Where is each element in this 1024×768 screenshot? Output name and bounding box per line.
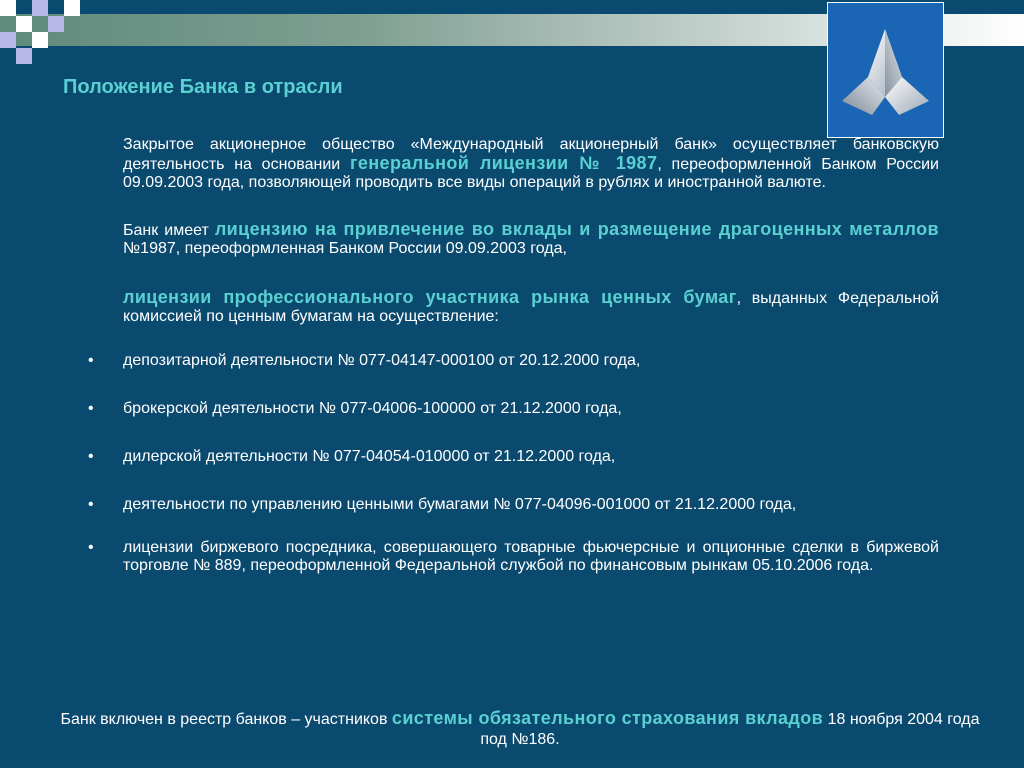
paragraph-text: , переоформленной Банком России 09.09.2003 года, позволяющей проводить все виды операций в рублях и иностранной валюте.: [123, 156, 939, 191]
footer-text: Банк включен в реестр банков – участников: [60, 711, 392, 728]
bullet-icon: •: [88, 539, 94, 556]
list-item-text: деятельности по управлению ценными бумагами № 077-04096-001000 от 21.12.2000 года,: [123, 496, 797, 513]
list-item: [88, 496, 939, 514]
list-item-text: дилерской деятельности № 077-04054-010000 от 21.12.2000 года,: [123, 448, 616, 465]
bullet-icon: •: [88, 352, 94, 369]
list-item-text: депозитарной деятельности № 077-04147-000100 от 20.12.2000 года,: [123, 352, 641, 369]
paragraph-text: Банк имеет: [123, 222, 215, 239]
list-item: [88, 539, 939, 575]
bullet-icon: •: [88, 496, 94, 513]
slide-content: [88, 136, 939, 575]
deposit-insurance-footer: [60, 708, 980, 750]
list-item: [88, 448, 939, 466]
list-item-text: брокерской деятельности № 077-04006-100000 от 21.12.2000 года,: [123, 400, 622, 417]
bullet-icon: •: [88, 400, 94, 417]
precious-metals-highlight: лицензию на привлечение во вклады и размещение драгоценных металлов: [214, 219, 939, 239]
securities-license-highlight: лицензии профессионального участника рынка ценных бумаг: [123, 287, 737, 307]
footer-text: 18 ноября 2004 года под №186.: [480, 711, 980, 748]
list-item: [88, 400, 939, 418]
general-license-highlight: генеральной лицензии № 1987: [349, 153, 658, 173]
bullet-icon: •: [88, 448, 94, 465]
license-bullet-list: [88, 352, 939, 575]
deposit-insurance-highlight: системы обязательного страхования вкладов: [391, 708, 824, 728]
bank-logo: [827, 2, 944, 138]
precious-metals-paragraph: [88, 220, 939, 258]
paragraph-text: №1987, переоформленная Банком России 09.09.2003 года,: [123, 240, 567, 257]
list-item-text: лицензии биржевого посредника, совершающего товарные фьючерсные и опционные сделки в биржевой торговле № 889, переоформленной Федеральной службой по финансовым рынкам 05.10.2006 года.: [123, 539, 939, 574]
slide-title: Положение Банка в отрасли: [63, 76, 343, 98]
securities-license-paragraph: [88, 288, 939, 326]
paragraph-text: , выданных Федеральной комиссией по ценным бумагам на осуществление:: [123, 290, 939, 325]
paragraph-text: Закрытое акционерное общество «Международный акционерный банк» осуществляет банковскую деятельность на основании: [123, 136, 939, 173]
list-item: [88, 352, 939, 370]
general-license-paragraph: [88, 136, 939, 192]
diamond-logo-icon: [828, 3, 943, 137]
